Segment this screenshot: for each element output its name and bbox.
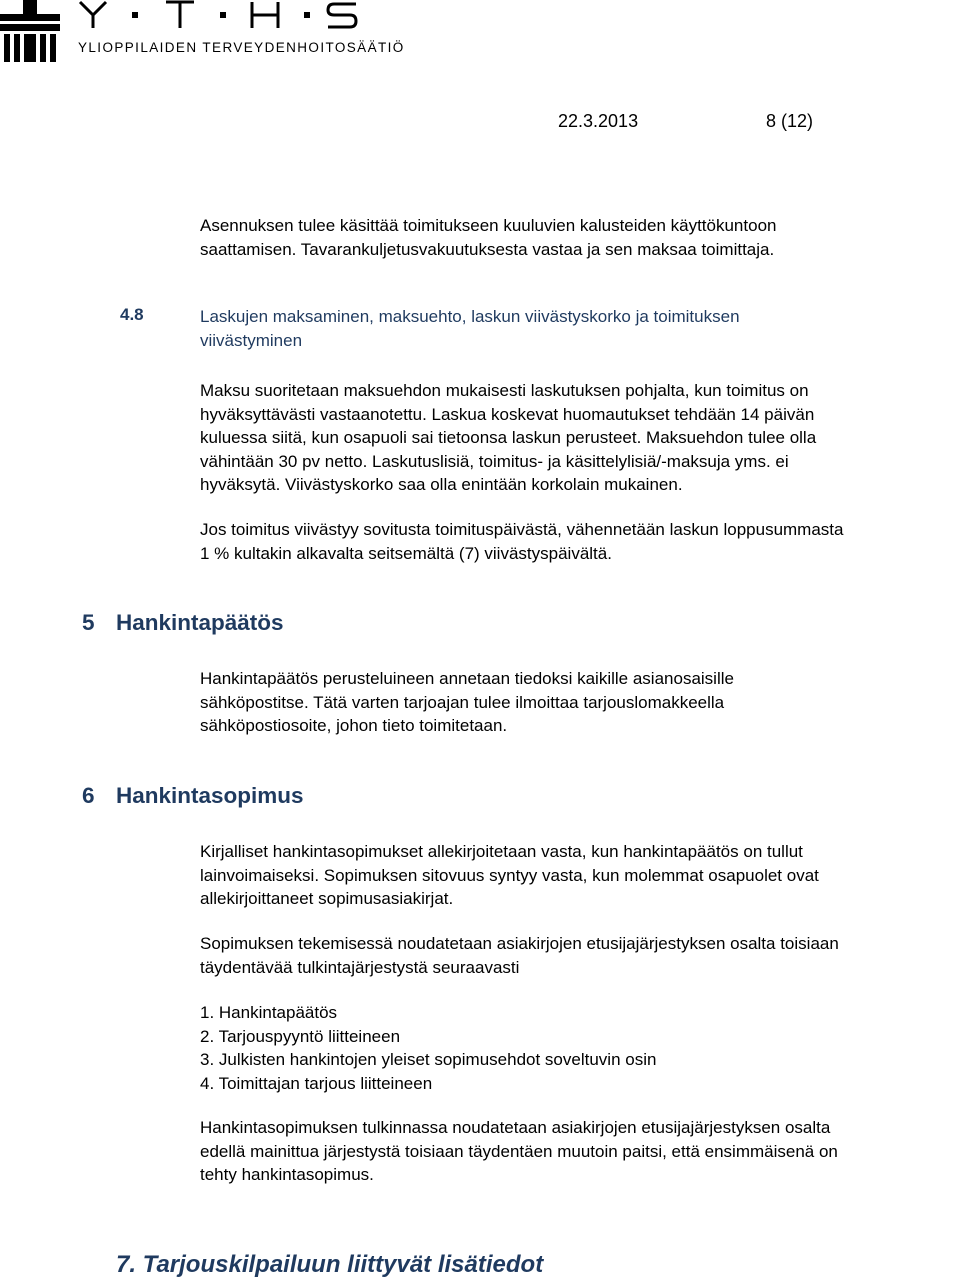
list-item: 3. Julkisten hankintojen yleiset sopimusehdot soveltuvin osin — [200, 1050, 657, 1069]
section-6-paragraph-2: Sopimuksen tekemisessä noudatetaan asiakirjojen etusijajärjestyksen osalta toisiaan täydentävää tulkintajärjestystä seuraavasti — [200, 934, 839, 977]
organization-name: YLIOPPILAIDEN TERVEYDENHOITOSÄÄTIÖ — [78, 40, 405, 55]
page-number: 8 (12) — [766, 111, 814, 131]
yths-logo-mark-icon — [0, 0, 60, 62]
section-6-document-list — [200, 1001, 656, 1095]
section-6-paragraph-1: Kirjalliset hankintasopimukset allekirjoitetaan vasta, kun hankintapäätös on tullut lainvoimaiseksi. Sopimuksen sitovuus syntyy vasta, kun molemmat osapuolet ovat allekirjoittaneet sopimusasiakirjat. — [200, 842, 819, 908]
section-5-paragraph: Hankintapäätös perusteluineen annetaan tiedoksi kaikille asianosaisille sähköpostitse. Tätä varten tarjoajan tulee ilmoittaa tarjouslomakkeella sähköpostiosoite, johon tieto toimitetaan. — [200, 669, 734, 735]
document-date: 22.3.2013 — [558, 111, 639, 131]
yths-logo-letters — [78, 0, 358, 30]
section-7-heading: 7. Tarjouskilpailuun liittyvät lisätiedot — [116, 1251, 544, 1278]
list-item: 2. Tarjouspyyntö liitteineen — [200, 1026, 401, 1046]
section-4-8-paragraph-2: Jos toimitus viivästyy sovitusta toimituspäivästä, vähennetään laskun loppusummasta 1 % kultakin alkavalta seitsemältä (7) viivästyspäivältä. — [200, 520, 844, 563]
section-5-heading: 5 Hankintapäätös — [82, 610, 284, 635]
section-6-paragraph-3: Hankintasopimuksen tulkinnassa noudatetaan asiakirjojen etusijajärjestyksen osalta edellä mainittua järjestystä toisiaan täydentäen muutoin paitsi, että ensimmäisenä on tehty hankintasopimus. — [200, 1118, 838, 1184]
section-6-heading: 6 Hankintasopimus — [82, 783, 304, 808]
intro-paragraph: Asennuksen tulee käsittää toimitukseen kuuluvien kalusteiden käyttökuntoon saattamisen. Tavarankuljetusvakuutuksesta vastaa ja sen maksaa toimittaja. — [200, 216, 777, 259]
section-4-8-paragraph-1: Maksu suoritetaan maksuehdon mukaisesti laskutuksen pohjalta, kun toimitus on hyväksyttävästi vastaanotettu. Laskua koskevat huomautukset tehdään 14 päivän kuluessa siitä, kun osapuoli sai tietoonsa laskun perusteet. Maksuehdon tulee olla vähintään 30 pv netto. Laskutuslisiä, toimitus- ja käsittelylisiä/-maksuja yms. ei hyväksytä. Viivästyskorko saa olla enintään korkolain mukainen. — [200, 381, 817, 494]
list-item: 1. Hankintapäätös — [200, 1003, 338, 1022]
section-4-8-title: Laskujen maksaminen, maksuehto, laskun viivästyskorko ja toimituksen viivästyminen — [200, 307, 740, 350]
list-item: 4. Toimittajan tarjous liitteineen — [200, 1073, 433, 1093]
section-4-8-number: 4.8 — [120, 305, 144, 324]
